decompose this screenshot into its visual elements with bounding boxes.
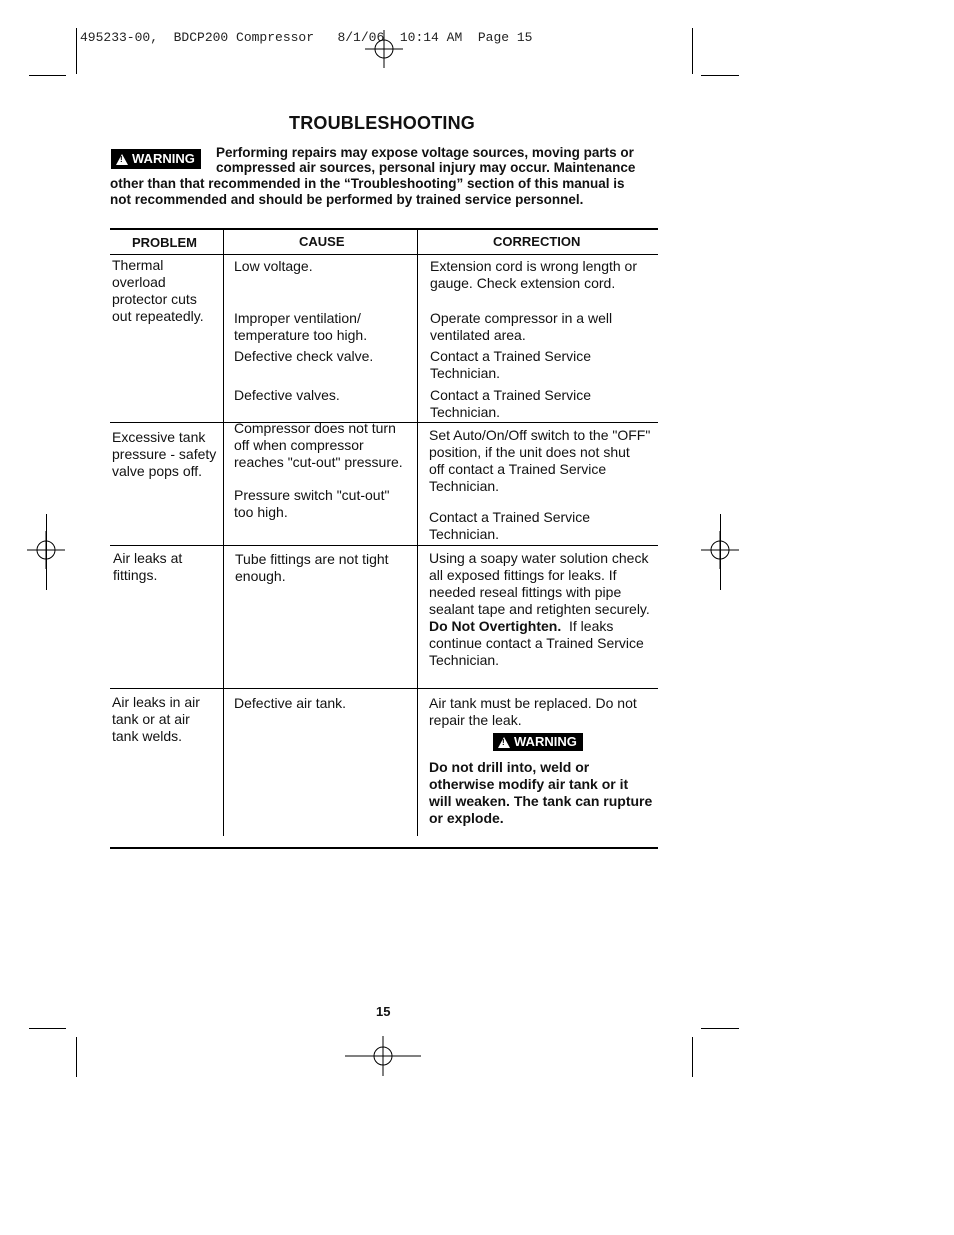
table-rule [110,847,658,849]
correction-cell: Contact a Trained Service Technician. [430,348,592,381]
warning-badge [493,733,583,751]
table-rule [110,545,658,546]
crop-mark [29,75,66,76]
cause-cell: Low voltage. [234,258,313,274]
header-problem: PROBLEM [132,235,197,250]
warning-label: WARNING [514,734,577,749]
table-rule [110,254,658,255]
cause-cell: Pressure switch "cut-out" too high. [234,487,390,520]
correction-cell: Extension cord is wrong length or gauge. Check extension cord. [430,258,637,291]
warning-badge [111,149,201,169]
crop-mark [692,28,693,74]
cause-cell: Defective check valve. [234,348,374,364]
correction-cell: Contact a Trained Service Technician. [430,387,592,420]
do-not-overtighten: Do Not Overtighten. [429,618,562,634]
warning-label: WARNING [132,151,195,166]
crop-mark [76,1037,77,1077]
crop-mark [701,75,739,76]
page-number: 15 [376,1004,391,1019]
cause-cell: Defective air tank. [234,695,347,711]
correction-cell: Contact a Trained Service Technician. [429,509,591,542]
problem-cell: Air leaks in air tank or at air tank welds. [112,694,200,744]
warning-intro-line: Performing repairs may expose voltage sources, moving parts or [216,145,634,160]
crop-mark [720,514,721,590]
table-rule [110,228,658,230]
warning-intro-line: compressed air sources, personal injury may occur. Maintenance [216,160,636,175]
print-slug: 495233-00, BDCP200 Compressor 8/1/06 10:14 AM Page 15 [80,30,533,45]
crop-mark [46,514,47,590]
header-correction: CORRECTION [493,234,581,249]
registration-mark-icon [365,30,403,68]
problem-cell: Air leaks at fittings. [113,550,183,583]
crop-mark [76,28,77,74]
problem-cell: Excessive tank pressure - safety valve pops off. [112,429,217,479]
warning-intro-line: not recommended and should be performed by trained service personnel. [110,192,584,207]
cause-cell: Tube fittings are not tight enough. [235,551,389,584]
cause-cell: Defective valves. [234,387,340,403]
tank-warning-text: Do not drill into, weld or otherwise modify air tank or it will weaken. The tank can rupture or explode. [429,759,653,826]
correction-cell: Operate compressor in a well ventilated area. [430,310,613,343]
registration-mark-icon [345,1036,421,1076]
crop-mark [692,1037,693,1077]
cause-cell: Compressor does not turn off when compressor reaches "cut-out" pressure. [234,420,403,470]
warning-triangle-icon [498,737,510,748]
page-title: TROUBLESHOOTING [289,113,475,133]
correction-cell: Using a soapy water solution check all exposed fittings for leaks. If needed reseal fittings with pipe sealant tape and retighten securely. Do Not Overtighten. If leaks continue contact a Trained Service Technician. [429,550,650,668]
column-divider [417,230,418,836]
crop-mark [29,1028,66,1029]
correction-cell: Air tank must be replaced. Do not repair the leak. [429,695,637,728]
cause-cell: Improper ventilation/ temperature too high. [234,310,368,343]
warning-intro-line: other than that recommended in the “Troubleshooting” section of this manual is [110,176,625,191]
correction-cell: Set Auto/On/Off switch to the "OFF" position, if the unit does not shut off contact a Trained Service Technician. [429,427,651,494]
table-rule [110,688,658,689]
warning-triangle-icon [116,154,128,165]
problem-cell: Thermal overload protector cuts out repeatedly. [112,257,204,324]
crop-mark [701,1028,739,1029]
header-cause: CAUSE [299,234,345,249]
column-divider [223,230,224,836]
